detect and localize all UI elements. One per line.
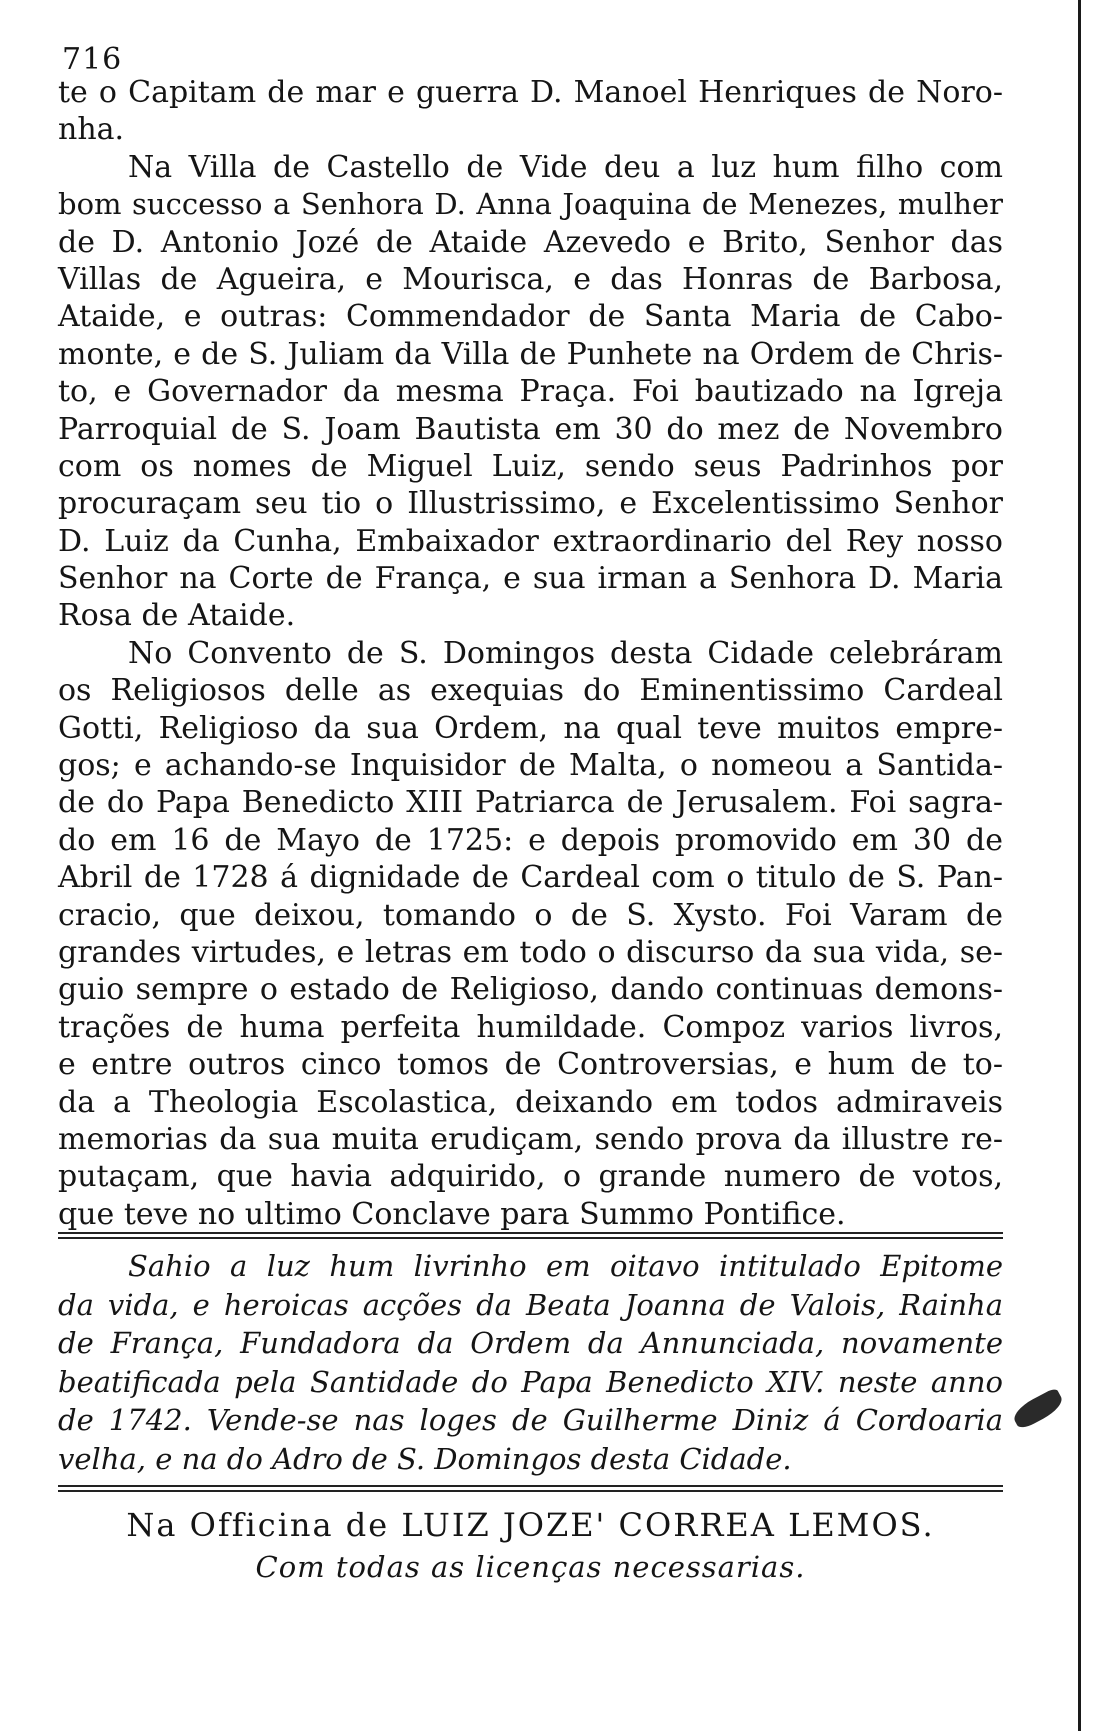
text-line-content: No Convento de S. Domingos desta Cidade celebráram	[128, 635, 1003, 671]
text-line	[58, 635, 1003, 672]
text-line: te o Capitam de mar e guerra D. Manoel Henriques de Noro-	[58, 75, 1003, 110]
notice-line: velha, e na do Adro de S. Domingos desta Cidade.	[58, 1441, 792, 1476]
text-line: putaçam, que havia adquirido, o grande numero de votos,	[58, 1159, 1003, 1195]
news-text	[58, 74, 1003, 1233]
text-line: Gotti, Religioso da sua Ordem, na qual teve muitos empre-	[58, 710, 1003, 746]
text-line	[58, 149, 1003, 186]
text-line: nha.	[58, 112, 125, 148]
notice-line	[58, 1247, 1003, 1286]
text-line: guio sempre o estado de Religioso, dando continuas demons-	[58, 972, 1003, 1008]
text-line: bom successo a Senhora D. Anna Joaquina de Menezes, mulher	[58, 187, 1003, 222]
imprint-divider	[58, 1485, 1003, 1492]
text-line: da a Theologia Escolastica, deixando em todos admiraveis	[58, 1084, 1003, 1120]
notice-line: de 1742. Vende-se nas loges de Guilherme Diniz á Cordoaria	[58, 1403, 1003, 1437]
text-line: grandes virtudes, e letras em todo o discurso da sua vida, se-	[58, 934, 1003, 970]
text-line: monte, e de S. Juliam da Villa de Punhete na Ordem de Chris-	[58, 336, 1003, 372]
ink-blot	[1010, 1387, 1066, 1431]
notice-line: da vida, e heroicas acções da Beata Joanna de Valois, Rainha	[58, 1287, 1003, 1322]
text-line: Ataide, e outras: Commendador de Santa Maria de Cabo-	[58, 299, 1003, 335]
text-line: to, e Governador da mesma Praça. Foi bautizado na Igreja	[58, 374, 1003, 410]
text-line: que teve no ultimo Conclave para Summo Pontifice.	[58, 1196, 846, 1232]
notice-line: beatificada pela Santidade do Papa Benedicto XIV. neste anno	[58, 1364, 1003, 1399]
book-notice	[58, 1247, 1003, 1478]
text-line: os Religiosos delle as exequias do Eminentissimo Cardeal	[58, 673, 1003, 709]
text-line: cracio, que deixou, tomando o de S. Xysto. Foi Varam de	[58, 897, 1003, 933]
page-edge-shadow	[1078, 0, 1081, 1731]
text-line-content: Na Villa de Castello de Vide deu a luz hum filho com	[128, 149, 1003, 185]
notice-line: de França, Fundadora da Ordem da Annunciada, novamente	[58, 1326, 1003, 1360]
text-line: de D. Antonio Jozé de Ataide Azevedo e Brito, Senhor das	[58, 224, 1003, 260]
printer-imprint: Na Officina de LUIZ JOZE' CORREA LEMOS.	[126, 1506, 935, 1544]
text-line: memorias da sua muita erudiçam, sendo prova da illustre re-	[58, 1121, 1003, 1157]
text-line: Parroquial de S. Joam Bautista em 30 do mez de Novembro	[58, 411, 1003, 447]
text-line: Abril de 1728 á dignidade de Cardeal com o titulo de S. Pan-	[58, 860, 1003, 896]
section-divider	[58, 1232, 1003, 1239]
text-line: de do Papa Benedicto XIII Patriarca de Jerusalem. Foi sagra-	[58, 785, 1003, 821]
text-line: Rosa de Ataide.	[58, 598, 296, 634]
text-line: trações de huma perfeita humildade. Compoz varios livros,	[58, 1009, 1003, 1045]
text-line: D. Luiz da Cunha, Embaixador extraordinario del Rey nosso	[58, 523, 1003, 559]
text-line: do em 16 de Mayo de 1725: e depois promovido em 30 de	[58, 822, 1003, 858]
text-line: com os nomes de Miguel Luiz, sendo seus Padrinhos por	[58, 448, 1003, 484]
licence-line: Com todas as licenças necessarias.	[255, 1550, 806, 1584]
page-number: 716	[62, 42, 123, 77]
text-line: e entre outros cinco tomos de Controversias, e hum de to-	[58, 1047, 1003, 1083]
text-line: Villas de Agueira, e Mourisca, e das Honras de Barbosa,	[58, 261, 1003, 297]
text-line: Senhor na Corte de França, e sua irman a Senhora D. Maria	[58, 561, 1003, 597]
text-line: procuraçam seu tio o Illustrissimo, e Excelentissimo Senhor	[58, 486, 1003, 522]
text-line: gos; e achando-se Inquisidor de Malta, o nomeou a Santida-	[58, 748, 1003, 784]
notice-line-content: Sahio a luz hum livrinho em oitavo intitulado Epitome	[128, 1249, 1003, 1283]
